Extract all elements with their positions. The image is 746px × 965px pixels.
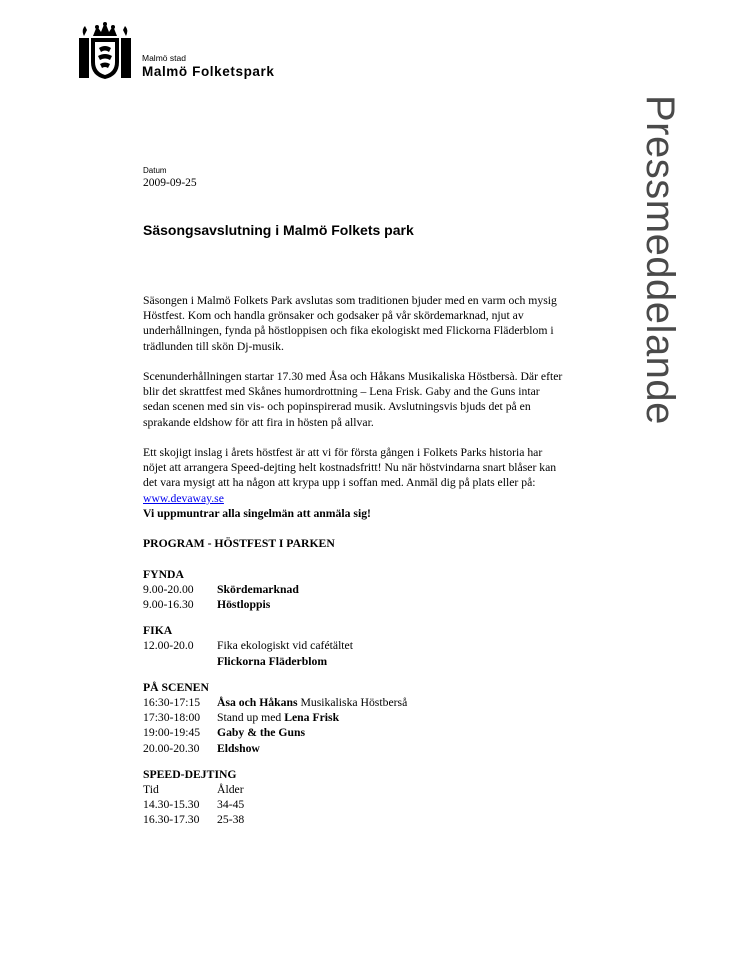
paragraph-speed-dating-text: Ett skojigt inslag i årets höstfest är att vi för första gången i Folkets Parks historia har nöjet att arrangera Speed-dejting helt kostnadsfritt! Nu när höstvindarna snart blåser kan det vara mysigt att ha någon att krypa upp i soffan med. Anmäl dig på plats eller på:: [143, 446, 557, 490]
event-artist: Åsa och Håkans: [217, 696, 298, 710]
program-title: PROGRAM - HÖSTFEST I PARKEN: [143, 537, 335, 551]
program-section-fynda: [143, 567, 568, 613]
paragraph-speed-dating: [143, 445, 568, 521]
program-row: [143, 654, 568, 669]
time: 12.00-20.0: [143, 639, 194, 653]
document-type-label: Pressmeddelande: [638, 95, 682, 425]
event: [217, 710, 568, 725]
header-time: Tid: [143, 783, 159, 797]
time: 17:30-18:00: [143, 711, 201, 725]
event: Gaby & the Guns: [217, 726, 305, 740]
time: 9.00-16.30: [143, 598, 194, 611]
press-release-body: [143, 293, 568, 839]
org-parent-name: Malmö stad: [142, 53, 186, 63]
event: Höstloppis: [217, 598, 271, 611]
date-label: Datum: [143, 166, 167, 175]
devaway-link[interactable]: www.devaway.se: [143, 491, 224, 505]
event: Skördemarknad: [217, 582, 299, 596]
event: [217, 695, 568, 710]
time: 16.30-17.30: [143, 813, 200, 827]
time-empty: [143, 654, 217, 669]
time: 14.30-15.30: [143, 798, 200, 812]
table-row: [143, 812, 568, 827]
paragraph-intro: Säsongen i Malmö Folkets Park avslutas som traditionen bjuder med en varm och mysig Höstfest. Kom och handla grönsaker och godsaker på vår skördemarknad, njut av underhållningen, fynda på höstloppisen och fika ekologiskt med Flickorna Fläderblom i trädlunden till skön Dj-musik.: [143, 294, 557, 353]
header-age: Ålder: [217, 783, 244, 797]
time: 16:30-17:15: [143, 696, 201, 710]
date-value: 2009-09-25: [143, 177, 197, 189]
age: 25-38: [217, 813, 245, 827]
program-section-speed-dejting: [143, 767, 568, 828]
table-row: [143, 797, 568, 812]
program-row: [143, 638, 568, 653]
paragraph-stage: Scenunderhållningen startar 17.30 med Åsa och Håkans Musikaliska Höstbersà. Där efter blir det skrattfest med Skånes humordrottning – Lena Frisk. Gaby and the Guns intar sedan scenen med sin vis- och popinspirerad musik. Avslutningsvis bjuds det på en sprakande eldshow för att fira in hösten på allvar.: [143, 370, 563, 429]
program-row: [143, 741, 568, 756]
section-title: SPEED-DEJTING: [143, 767, 237, 781]
program-section-scenen: [143, 680, 568, 756]
time: 9.00-20.00: [143, 582, 194, 596]
program-row: [143, 597, 568, 612]
section-title: PÅ SCENEN: [143, 680, 209, 694]
program-row: [143, 695, 568, 710]
program-row: [143, 582, 568, 597]
malmo-coat-of-arms-logo: [79, 22, 131, 80]
event-title: Musikaliska Höstberså: [297, 696, 408, 710]
program-row: [143, 710, 568, 725]
table-header: [143, 782, 568, 797]
headline: Säsongsavslutning i Malmö Folkets park: [143, 222, 414, 238]
program-section-fika: [143, 623, 568, 669]
paragraph-speed-dating-cta: Vi uppmuntrar alla singelmän att anmäla sig!: [143, 506, 371, 520]
event-title: Stand up med: [217, 711, 285, 725]
age: 34-45: [217, 798, 245, 812]
event: Flickorna Fläderblom: [217, 654, 328, 668]
event: Eldshow: [217, 741, 260, 755]
time: 19:00-19:45: [143, 726, 201, 740]
event: Fika ekologiskt vid cafétältet: [217, 639, 353, 653]
org-name: Malmö Folketspark: [142, 64, 275, 79]
time: 20.00-20.30: [143, 741, 200, 755]
program-row: [143, 725, 568, 740]
section-title: FYNDA: [143, 567, 184, 581]
event-artist: Lena Frisk: [284, 711, 340, 725]
section-title: FIKA: [143, 624, 173, 638]
